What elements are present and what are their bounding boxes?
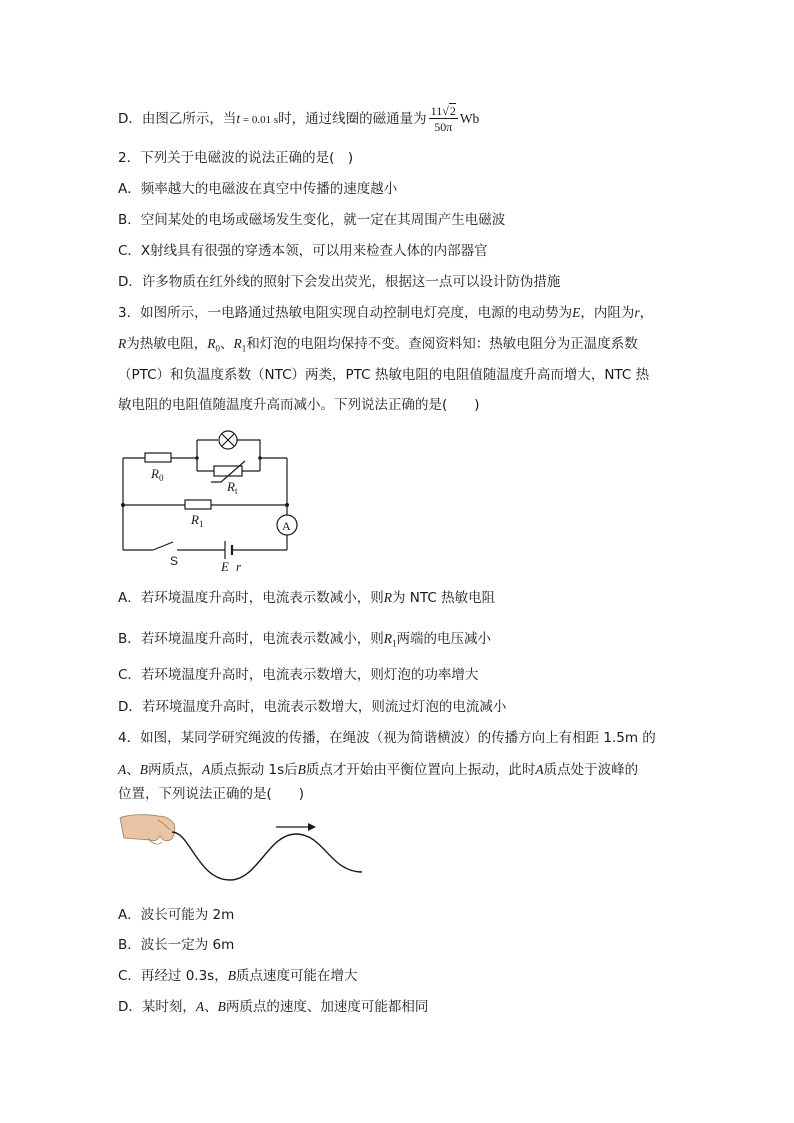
q3-option-b [118, 627, 491, 649]
q3-l1-text-a: 3．如图所示，一电路通过热敏电阻实现自动控制电灯亮度，电源的电动势为 [118, 305, 573, 321]
q3-b-R: R [383, 631, 393, 646]
hand-icon [120, 815, 175, 844]
node-left [121, 503, 125, 507]
q4-d-mid: 、 [204, 999, 218, 1015]
q4-c-pre: C．再经过 0.3s， [118, 968, 228, 984]
resistor-r0 [145, 453, 171, 462]
q2-option-c: C．X射线具有很强的穿透本领，可以用来检查人体的内部器官 [118, 243, 488, 259]
q3-l2-R0-sub: 0 [215, 343, 220, 354]
node-par-right [258, 456, 262, 460]
q3-b-post: 两端的电压减小 [396, 631, 492, 647]
q4-d-B: B [217, 999, 226, 1014]
q1-d-mid: 时，通过线圈的磁通量为 [278, 111, 427, 127]
q4-d-A: A [195, 999, 205, 1014]
q4-l2-text-c: 质点振动 1s后 [210, 762, 298, 778]
q4-stem-line3: 位置，下列说法正确的是( ) [118, 786, 305, 802]
q1-d-frac-num: 11 [430, 104, 443, 118]
q3-option-a [118, 586, 495, 606]
q1-d-fraction: $\frac{11√2}{50\pi}$ [430, 104, 456, 134]
q2-option-d: D．许多物质在红外线的照射下会发出荧光，根据这一点可以设计防伪措施 [118, 274, 561, 290]
q4-option-a: A．波长可能为 2m [118, 907, 235, 923]
label-internal-r: r [236, 559, 242, 574]
q3-l1-text-b: ，内阻为 [580, 305, 635, 321]
q3-stem-line1 [118, 301, 653, 321]
q1-d-prefix: D．由图乙所示，当 [118, 111, 237, 127]
q3-a-pre: A．若环境温度升高时，电流表示数减小，则 [118, 590, 384, 606]
q1-d-t-var: t [236, 111, 241, 126]
q3-l2-R0: R [207, 336, 216, 351]
q3-option-d: D．若环境温度升高时，电流表示数增大，则流过灯泡的电流减小 [118, 699, 507, 715]
resistor-r1 [185, 500, 211, 509]
q1-d-t-value: = 0.01 s [240, 114, 279, 126]
q3-option-c: C．若环境温度升高时，电流表示数增大，则灯泡的功率增大 [118, 667, 479, 683]
q4-wave-figure [118, 810, 368, 885]
q3-l2-text-a: 为热敏电阻， [126, 336, 208, 352]
q3-l1-r: r [634, 305, 640, 320]
label-r0: $R_0$ [151, 466, 164, 483]
q4-l2-A2: A [202, 762, 211, 777]
q2-stem: 2．下列关于电磁波的说法正确的是( ) [118, 150, 354, 166]
label-r1: $R_1$ [191, 512, 204, 529]
label-rt: $R_t$ [227, 479, 238, 496]
q3-stem-line4: 敏电阻的电阻值随温度升高而减小。下列说法正确的是( ) [118, 397, 480, 413]
q3-a-post: 为 NTC 热敏电阻 [392, 590, 496, 606]
node-par-left [195, 456, 199, 460]
q3-l2-R1-sub: 1 [241, 343, 247, 354]
q3-l2-R1: R [233, 336, 242, 351]
q4-l2-A3: A [535, 762, 544, 777]
switch-s [153, 542, 173, 550]
q4-stem-line1: 4．如图，某同学研究绳波的传播，在绳波（视为简谐横波）的传播方向上有相距 1.5m 的 [118, 730, 656, 746]
q3-b-sub: 1 [392, 638, 397, 649]
q3-l2-text-b: 、 [220, 336, 234, 352]
wave-rope [172, 832, 362, 880]
q4-option-d [118, 995, 428, 1015]
q1-d-frac-sqrt: 2 [449, 104, 456, 118]
q4-d-post: 两质点的速度、加速度可能都相同 [225, 999, 429, 1015]
q4-l2-B: B [139, 762, 148, 777]
q4-l2-text-e: 质点处于波峰的 [543, 762, 639, 778]
q3-b-pre: B．若环境温度升高时，电流表示数减小，则 [118, 631, 384, 647]
q2-option-b: B．空间某处的电场或磁场发生变化，就一定在其周围产生电磁波 [118, 212, 506, 228]
q4-l2-text-b: 两质点， [148, 762, 202, 778]
q4-l2-A: A [118, 762, 127, 777]
q4-c-B: B [227, 968, 236, 983]
q3-a-R: R [383, 590, 392, 605]
q3-stem-line3: （PTC）和负温度系数（NTC）两类，PTC 热敏电阻的电阻值随温度升高而增大，NTC 热 [118, 367, 650, 383]
label-ammeter: A [282, 519, 291, 533]
q3-l2-R: R [118, 336, 127, 351]
q3-stem-line2 [118, 332, 638, 354]
q4-option-b: B．波长一定为 6m [118, 937, 235, 953]
q4-l2-text-d: 质点才开始由平衡位置向上振动，此时 [305, 762, 536, 778]
q2-option-a: A．频率越大的电磁波在真空中传播的速度越小 [118, 181, 398, 197]
label-emf: E [221, 559, 229, 574]
label-switch: S [170, 554, 179, 568]
q1-option-d [118, 105, 479, 133]
arrow-head-icon [308, 823, 316, 831]
q4-option-c [118, 964, 357, 984]
q3-l2-text-c: 和灯泡的电阻均保持不变。查阅资料知：热敏电阻分为正温度系数 [246, 336, 638, 352]
q3-l1-E: E [572, 305, 581, 320]
q1-d-frac-den: 50π [434, 120, 453, 134]
q3-circuit-diagram [115, 425, 305, 575]
q3-l1-text-c: ， [639, 305, 654, 321]
q4-l2-B2: B [297, 762, 306, 777]
q4-c-post: 质点速度可能在增大 [235, 968, 358, 984]
q4-l2-text-a: 、 [126, 762, 140, 778]
q1-d-unit: Wb [459, 111, 480, 126]
q4-stem-line2 [118, 758, 638, 778]
q4-d-pre: D．某时刻， [118, 999, 196, 1015]
node-right [285, 503, 289, 507]
